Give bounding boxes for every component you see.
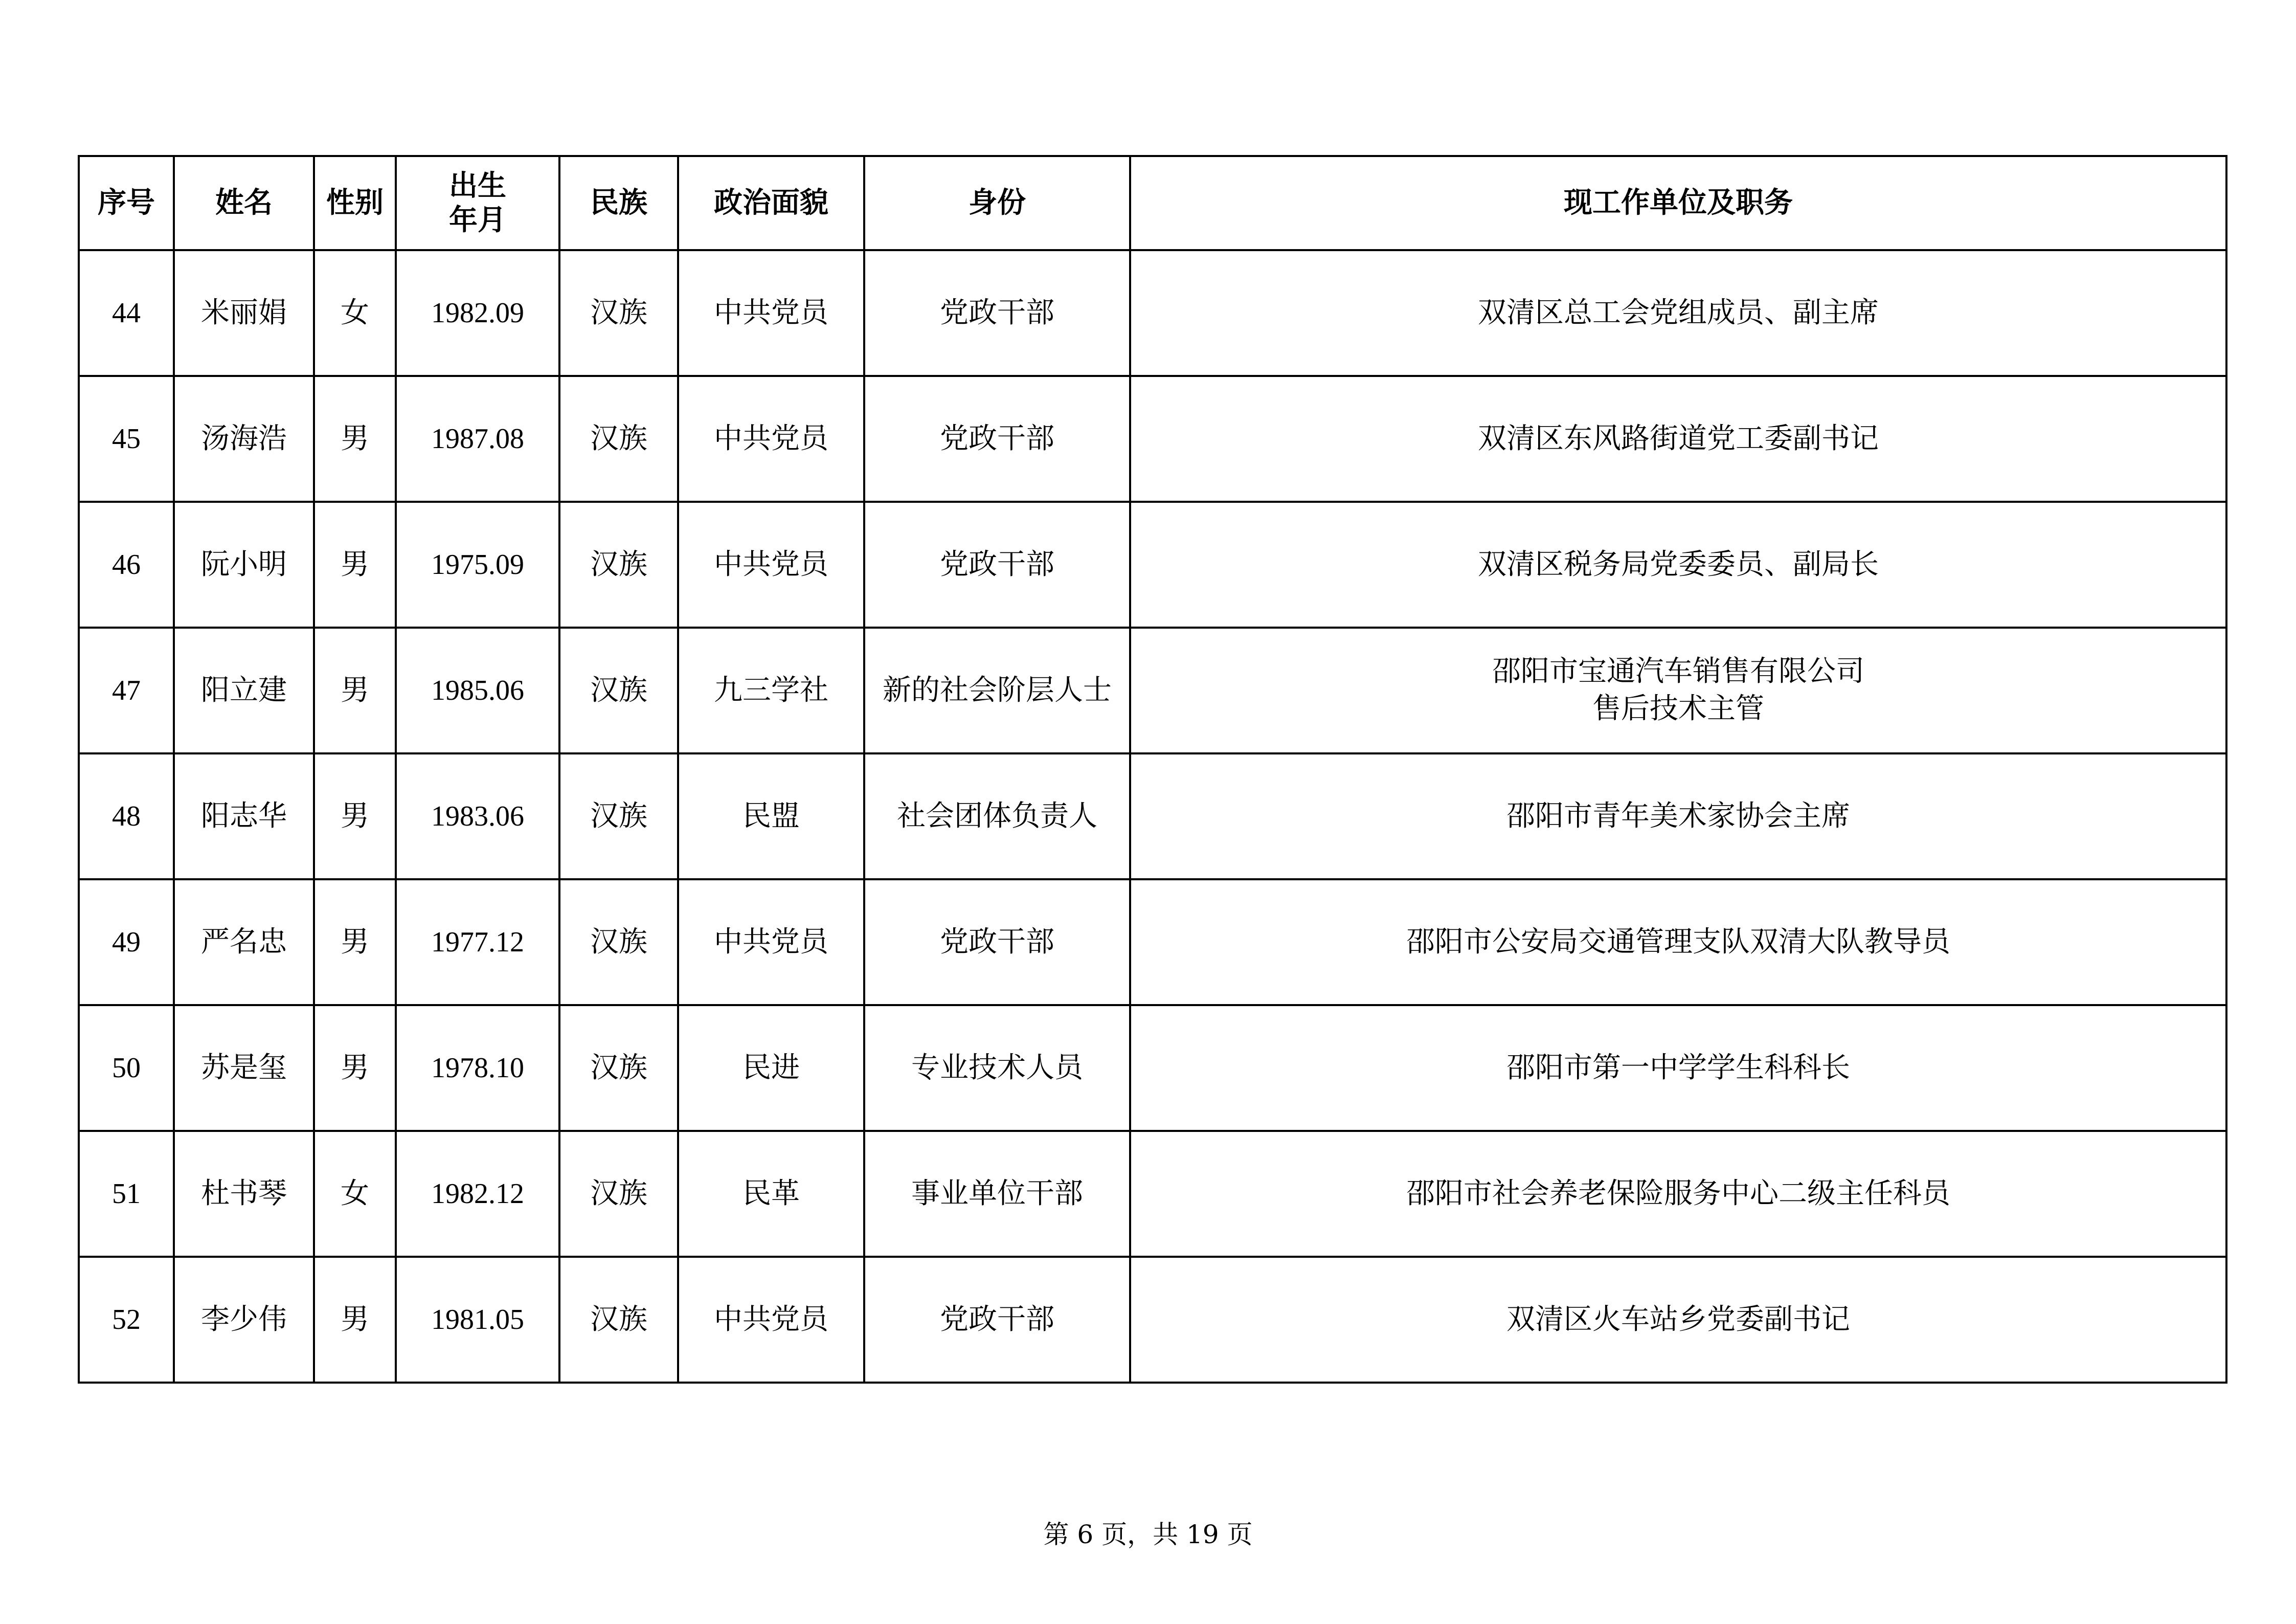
cell-unit-line: 邵阳市青年美术家协会主席 <box>1506 799 1850 833</box>
page-footer: 第 6 页，共 19 页 <box>1043 1520 1253 1549</box>
cell-political: 九三学社 <box>678 628 864 753</box>
cell-political: 民进 <box>678 1005 864 1131</box>
header-birth-label-line1: 出生 <box>449 169 506 203</box>
header-political <box>678 156 864 250</box>
table-row <box>79 250 2226 376</box>
cell-gender: 男 <box>314 628 396 753</box>
cell-identity: 党政干部 <box>864 502 1130 628</box>
cell-gender: 男 <box>314 879 396 1005</box>
header-seq-label: 序号 <box>98 186 155 220</box>
header-ethnicity-label: 民族 <box>590 186 647 220</box>
cell-unit <box>1130 1005 2226 1131</box>
cell-name: 严名忠 <box>174 879 314 1005</box>
cell-birth: 1975.09 <box>396 502 559 628</box>
cell-birth: 1981.05 <box>396 1257 559 1383</box>
cell-gender: 男 <box>314 753 396 879</box>
header-gender <box>314 156 396 250</box>
cell-name: 阳立建 <box>174 628 314 753</box>
cell-name: 苏是玺 <box>174 1005 314 1131</box>
cell-gender: 男 <box>314 1005 396 1131</box>
cell-seq: 44 <box>79 250 174 376</box>
cell-political: 中共党员 <box>678 502 864 628</box>
table-row <box>79 753 2226 879</box>
cell-identity: 党政干部 <box>864 376 1130 502</box>
cell-identity: 专业技术人员 <box>864 1005 1130 1131</box>
table-row <box>79 1005 2226 1131</box>
cell-unit-line: 邵阳市社会养老保险服务中心二级主任科员 <box>1406 1176 1950 1210</box>
header-unit <box>1130 156 2226 250</box>
cell-unit-line: 双清区东风路街道党工委副书记 <box>1478 421 1879 455</box>
cell-unit <box>1130 376 2226 502</box>
cell-identity: 社会团体负责人 <box>864 753 1130 879</box>
cell-unit <box>1130 502 2226 628</box>
cell-name: 杜书琴 <box>174 1131 314 1257</box>
table-row <box>79 376 2226 502</box>
cell-ethnicity: 汉族 <box>559 879 678 1005</box>
cell-unit-line: 双清区火车站乡党委副书记 <box>1506 1302 1850 1336</box>
header-name-label: 姓名 <box>215 186 273 220</box>
cell-ethnicity: 汉族 <box>559 250 678 376</box>
cell-gender: 男 <box>314 502 396 628</box>
cell-birth: 1982.12 <box>396 1131 559 1257</box>
header-unit-label: 现工作单位及职务 <box>1564 186 1793 220</box>
header-identity <box>864 156 1130 250</box>
header-political-label: 政治面貌 <box>714 186 828 220</box>
cell-seq: 49 <box>79 879 174 1005</box>
cell-unit <box>1130 1131 2226 1257</box>
cell-seq: 45 <box>79 376 174 502</box>
table-row <box>79 1131 2226 1257</box>
header-seq <box>79 156 174 250</box>
cell-unit <box>1130 628 2226 753</box>
cell-ethnicity: 汉族 <box>559 502 678 628</box>
cell-ethnicity: 汉族 <box>559 376 678 502</box>
cell-unit-line: 双清区总工会党组成员、副主席 <box>1478 296 1879 329</box>
header-gender-label: 性别 <box>326 186 384 220</box>
table-row <box>79 1257 2226 1383</box>
cell-name: 汤海浩 <box>174 376 314 502</box>
cell-identity: 新的社会阶层人士 <box>864 628 1130 753</box>
cell-birth: 1977.12 <box>396 879 559 1005</box>
cell-gender: 女 <box>314 250 396 376</box>
cell-seq: 46 <box>79 502 174 628</box>
header-ethnicity <box>559 156 678 250</box>
cell-unit-line: 双清区税务局党委委员、副局长 <box>1478 547 1879 581</box>
table-header-row <box>79 156 2226 250</box>
cell-political: 中共党员 <box>678 376 864 502</box>
cell-unit <box>1130 879 2226 1005</box>
cell-unit-line: 邵阳市宝通汽车销售有限公司 <box>1492 655 1864 688</box>
cell-unit-line: 邵阳市公安局交通管理支队双清大队教导员 <box>1406 925 1950 959</box>
cell-gender: 男 <box>314 1257 396 1383</box>
roster-table <box>78 155 2227 1384</box>
cell-name: 阮小明 <box>174 502 314 628</box>
cell-seq: 48 <box>79 753 174 879</box>
cell-gender: 女 <box>314 1131 396 1257</box>
cell-political: 中共党员 <box>678 1257 864 1383</box>
header-identity-label: 身份 <box>969 186 1026 220</box>
cell-seq: 51 <box>79 1131 174 1257</box>
cell-ethnicity: 汉族 <box>559 1257 678 1383</box>
cell-birth: 1985.06 <box>396 628 559 753</box>
cell-birth: 1982.09 <box>396 250 559 376</box>
cell-ethnicity: 汉族 <box>559 753 678 879</box>
cell-birth: 1987.08 <box>396 376 559 502</box>
header-birth <box>396 156 559 250</box>
cell-name: 米丽娟 <box>174 250 314 376</box>
cell-gender: 男 <box>314 376 396 502</box>
cell-ethnicity: 汉族 <box>559 628 678 753</box>
cell-ethnicity: 汉族 <box>559 1131 678 1257</box>
cell-seq: 50 <box>79 1005 174 1131</box>
cell-name: 阳志华 <box>174 753 314 879</box>
cell-political: 中共党员 <box>678 879 864 1005</box>
table-row <box>79 628 2226 753</box>
cell-identity: 事业单位干部 <box>864 1131 1130 1257</box>
cell-seq: 47 <box>79 628 174 753</box>
cell-unit <box>1130 250 2226 376</box>
header-name <box>174 156 314 250</box>
table-row <box>79 879 2226 1005</box>
cell-name: 李少伟 <box>174 1257 314 1383</box>
header-birth-label-line2: 年月 <box>449 204 506 237</box>
cell-identity: 党政干部 <box>864 1257 1130 1383</box>
table-body <box>79 250 2226 1383</box>
cell-seq: 52 <box>79 1257 174 1383</box>
table-row <box>79 502 2226 628</box>
cell-unit-line: 邵阳市第一中学学生科科长 <box>1506 1051 1850 1084</box>
cell-political: 民盟 <box>678 753 864 879</box>
cell-identity: 党政干部 <box>864 879 1130 1005</box>
cell-unit <box>1130 753 2226 879</box>
cell-ethnicity: 汉族 <box>559 1005 678 1131</box>
cell-birth: 1978.10 <box>396 1005 559 1131</box>
cell-unit <box>1130 1257 2226 1383</box>
cell-political: 中共党员 <box>678 250 864 376</box>
cell-political: 民革 <box>678 1131 864 1257</box>
cell-birth: 1983.06 <box>396 753 559 879</box>
cell-unit-line: 售后技术主管 <box>1592 692 1764 725</box>
cell-identity: 党政干部 <box>864 250 1130 376</box>
